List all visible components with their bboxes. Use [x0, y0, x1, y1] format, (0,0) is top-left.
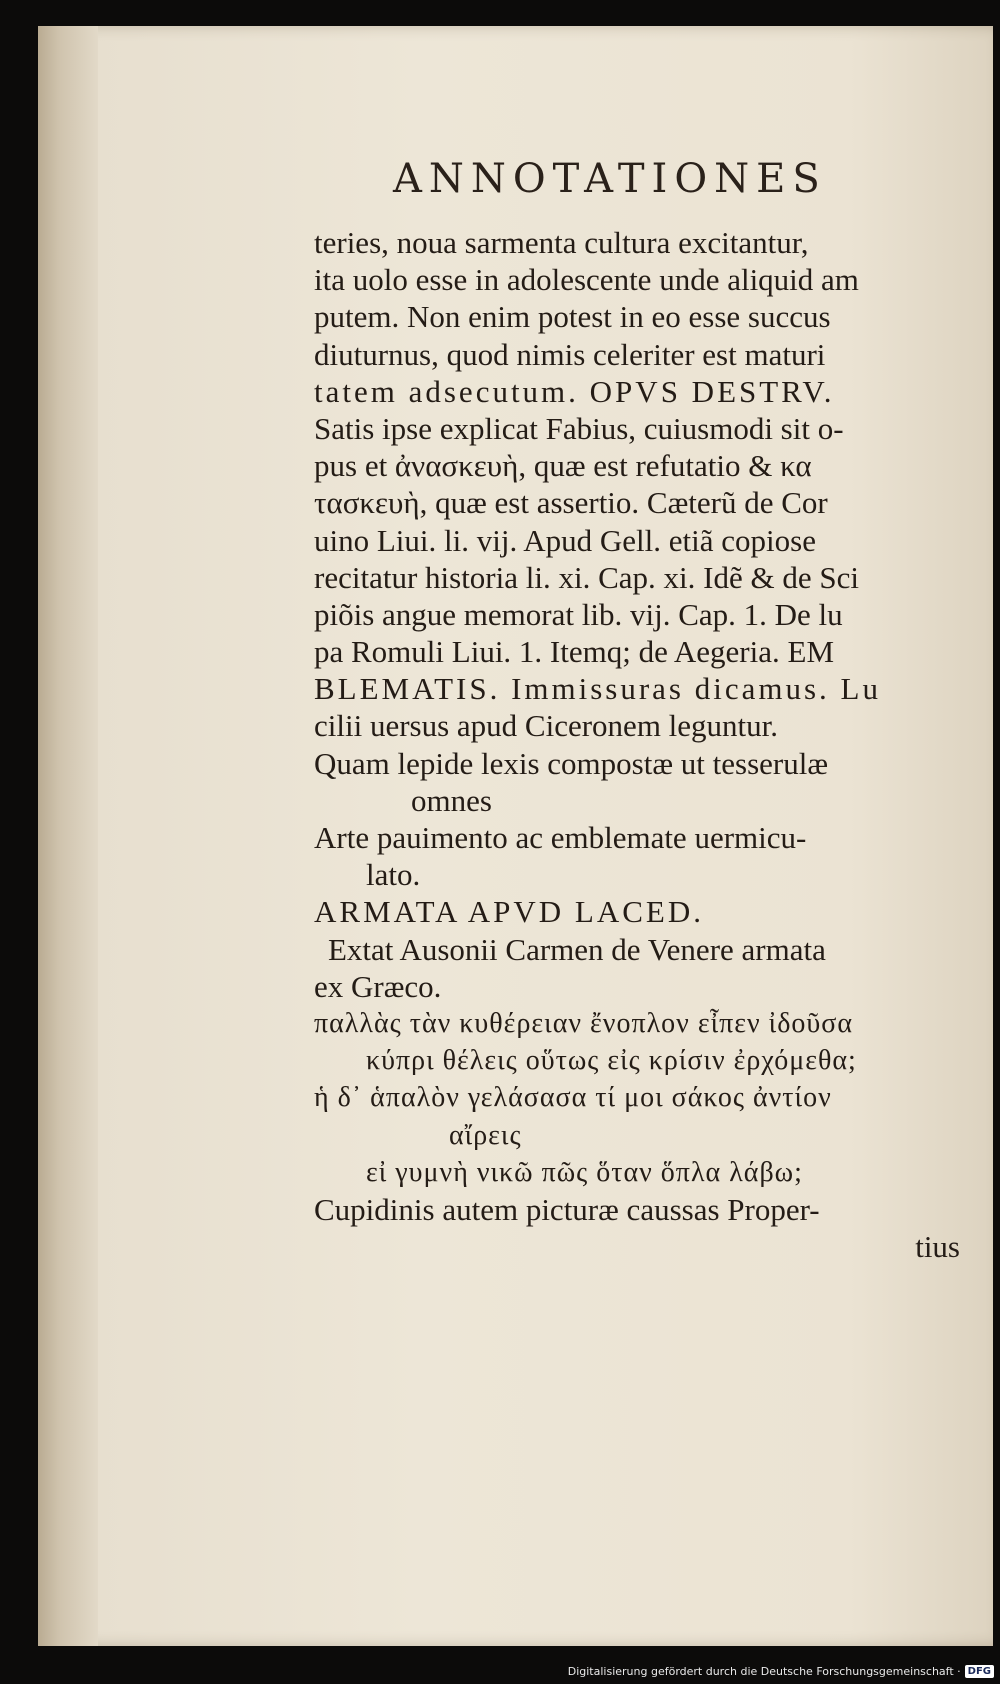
text-line: pus et ἀνασκευὴ, quæ est refutatio & κα: [314, 448, 812, 484]
greek-verse-line: κύπρι θέλεις οὕτως εἰς κρίσιν ἐρχόμεθα;: [366, 1045, 857, 1077]
page-text: [314, 224, 994, 1265]
digitization-credit: [568, 1665, 994, 1678]
verse-line: omnes: [411, 782, 492, 818]
text-line: diuturnus, quod nimis celeriter est maturi: [314, 336, 826, 372]
text-line: ita uolo esse in adolescente unde aliquid am: [314, 262, 859, 298]
page-gutter: [38, 26, 98, 1646]
text-line: uino Liui. li. vij. Apud Gell. etiã copiose: [314, 522, 816, 558]
verse-line: lato.: [366, 857, 421, 893]
text-line: tatem adsecutum. OPVS DESTRV.: [314, 373, 835, 409]
greek-verse-line: εἰ γυμνὴ νικῶ πῶς ὅταν ὅπλα λάβω;: [366, 1156, 803, 1188]
dfg-logo: DFG: [965, 1665, 994, 1678]
text-line: piõis angue memorat lib. vij. Cap. 1. De lu: [314, 596, 843, 632]
greek-verse-line: αἴρεις: [449, 1119, 522, 1151]
text-line: pa Romuli Liui. 1. Itemq; de Aegeria. EM: [314, 634, 835, 670]
text-line: Satis ipse explicat Fabius, cuiusmodi sit o-: [314, 410, 844, 446]
text-line: Cupidinis autem picturæ caussas Proper-: [314, 1191, 820, 1227]
text-line: putem. Non enim potest in eo esse succus: [314, 299, 831, 335]
verse-line: Quam lepide lexis compostæ ut tesserulæ: [314, 745, 829, 781]
text-line: BLEMATIS. Immissuras dicamus. Lu: [314, 671, 881, 707]
book-page: [38, 26, 993, 1646]
greek-verse-line: ἡ δ᾽ ἁπαλὸν γελάσασα τί μοι σάκος ἀντίον: [314, 1082, 832, 1114]
greek-verse-line: παλλὰς τὰν κυθέρειαν ἔνοπλον εἶπεν ἰδοῦσα: [314, 1007, 854, 1039]
text-line: τασκευὴ, quæ est assertio. Cæterũ de Cor: [314, 485, 828, 521]
verse-line: Arte pauimento ac emblemate uermicu-: [314, 820, 807, 855]
text-line: teries, noua sarmenta cultura excitantur,: [314, 225, 809, 260]
section-heading: ARMATA APVD LACED.: [314, 894, 704, 930]
text-line: Extat Ausonii Carmen de Venere armata: [328, 931, 826, 967]
text-line: recitatur historia li. xi. Cap. xi. Idẽ & de Sci: [314, 559, 859, 595]
running-header: ANNOTATIONES: [393, 156, 827, 202]
text-line: cilii uersus apud Ciceronem leguntur.: [314, 708, 779, 744]
text-line: ex Græco.: [314, 968, 442, 1004]
catchword: tius: [915, 1229, 960, 1265]
credit-text: Digitalisierung gefördert durch die Deutsche Forschungsgemeinschaft ·: [567, 1665, 961, 1678]
